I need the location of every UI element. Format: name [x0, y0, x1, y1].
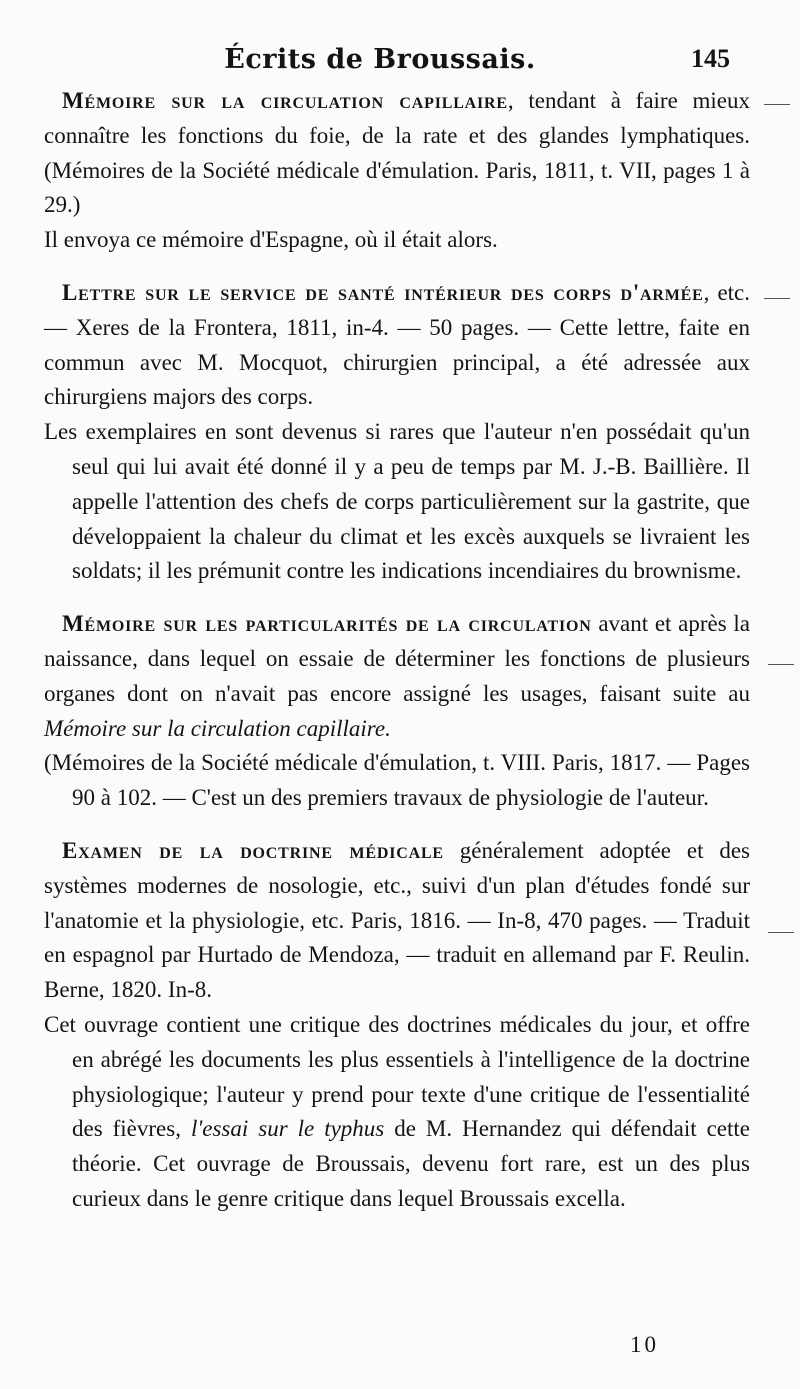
entry-separator [44, 816, 750, 834]
entry-heading: Mémoire sur la circulation capillaire [62, 88, 508, 113]
entry-note-text: Les exemplaires en sont devenus si rares que l'auteur n'en possédait qu'un seul qui lui avait été donné il y a peu de temps par M. J.-B. Baillière. Il appelle l'attention des chefs de corps particulièrement sur la gastrite, que développaient la chaleur du climat et les excès auxquels se livraient les soldats; il les prémunit contre les indications incendiaires du brownisme. [44, 419, 750, 584]
entry-italic-title: Mémoire sur la circulation capillaire. [44, 715, 391, 741]
entry-separator [44, 258, 750, 276]
entry-description: avant et après la naissance, dans lequel on essaie de déterminer les fonctions de plusieurs organes dont on n'avait pas encore assigné les usages, faisant suite au [44, 611, 751, 706]
entry-note-text: Cet ouvrage contient une critique des doctrines médicales du jour, et offre en abrégé les documents les plus essentiels à l'intelligence de la doctrine physiologique; l'auteur y prend pour texte d'une critique de l'essentialité des fièvres, [44, 1011, 750, 1142]
running-title: Écrits de Broussais. [224, 44, 536, 75]
bibliography-entry [44, 84, 750, 223]
entry-note-text: (Mémoires de la Société médicale d'émulation, t. VIII. Paris, 1817. — Pages 90 à 102. — C'est un des premiers travaux de physiologie de l'auteur. [44, 750, 750, 811]
entry-note [44, 746, 750, 816]
entry-note [44, 1008, 750, 1217]
bibliography-entry [44, 834, 750, 1008]
page-body [44, 84, 750, 1217]
entry-heading: Mémoire sur les particularités de la circulation [62, 611, 592, 637]
margin-mark [768, 664, 794, 665]
entry-note-text: Il envoya ce mémoire d'Espagne, où il était alors. [44, 227, 498, 253]
entry-italic-title: l'essai sur le typhus [190, 1116, 385, 1142]
entry-description: , etc. — Xeres de la Frontera, 1811, in-4. — 50 pages. — Cette lettre, faite en commun avec M. Mocquot, chirurgien principal, a été adressée aux chirurgiens majors des corps. [44, 279, 750, 410]
margin-mark [768, 932, 794, 933]
margin-mark [764, 298, 790, 299]
entry-note [44, 415, 750, 589]
entry-note-text: de M. Hernandez qui défendait cette théorie. Cet ouvrage de Broussais, devenu fort rare, est un des plus curieux dans le genre critique dans lequel Broussais excella. [72, 1116, 750, 1211]
margin-mark [764, 104, 790, 105]
entry-description: généralement adoptée et des systèmes modernes de nosologie, etc., suivi d'un plan d'études fondé sur l'anatomie et la physiologie, etc. Paris, 1816. — In-8, 470 pages. — Traduit en espagnol par Hurtado de Mendoza, — traduit en allemand par F. Reulin. Berne, 1820. In-8. [44, 837, 750, 1003]
running-head [0, 44, 800, 78]
signature-mark: 10 [630, 1332, 659, 1357]
bibliography-entry [44, 607, 750, 746]
entry-note [44, 223, 750, 258]
entry-heading: Lettre sur le service de santé intérieur des corps d'armée [62, 279, 704, 305]
bibliography-entry [44, 276, 750, 415]
page-number: 145 [691, 44, 730, 73]
entry-separator [44, 589, 750, 607]
entry-description: , tendant à faire mieux connaître les fonctions du foie, de la rate et des glandes lymphatiques. (Mémoires de la Société médicale d'émulation. Paris, 1811, t. VII, pages 1 à 29.) [44, 88, 750, 218]
entry-heading: Examen de la doctrine médicale [62, 837, 444, 863]
